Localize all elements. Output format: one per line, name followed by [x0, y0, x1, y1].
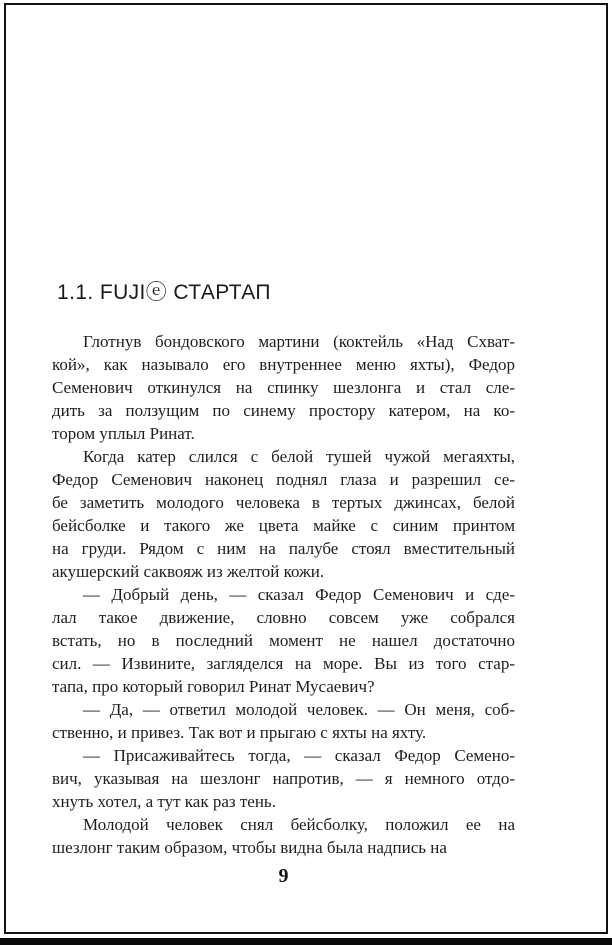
text-line: Молодой человек снял бейсболку, положил ее на — [83, 815, 515, 834]
text-line: бе заметить молодого человека в тертых джинсах, белой — [52, 493, 515, 512]
text-line: — Да, — ответил молодой человек. — Он меня, соб- — [83, 700, 515, 719]
text-line: на груди. Рядом с ним на палубе стоял вместительный — [52, 539, 515, 558]
text-line: сил. — Извините, загляделся на море. Вы из того стар- — [52, 654, 515, 673]
text-line: хнуть хотел, а тут как раз тень. — [52, 792, 276, 811]
chapter-title: 1.1. FUJIⓔ СТАРТАП — [57, 281, 271, 304]
page-number: 9 — [278, 865, 289, 887]
text-line: ственно, и привез. Так вот и прыгаю с яхты на яхту. — [52, 723, 427, 742]
text-line: — Присаживайтесь тогда, — сказал Федор Семено- — [83, 746, 515, 765]
bottom-edge-bar — [0, 938, 612, 945]
text-line: Глотнув бондовского мартини (коктейль «Над Схват- — [83, 332, 515, 351]
text-line: бейсболке и такого же цвета майке с синим принтом — [52, 516, 515, 535]
text-line: — Добрый день, — сказал Федор Семенович и сде- — [83, 585, 515, 604]
body-text — [52, 330, 515, 859]
text-line: Семенович откинулся на спинку шезлонга и стал сле- — [52, 378, 515, 397]
text-line: тапа, про который говорил Ринат Мусаевич? — [52, 677, 375, 696]
text-line: кой», как называло его внутреннее меню яхты), Федор — [52, 355, 515, 374]
text-line: Федор Семенович наконец поднял глаза и разрешил се- — [52, 470, 515, 489]
text-line: лал такое движение, словно совсем уже собрался — [52, 608, 515, 627]
text-line: встать, но в последний момент не нашел достаточно — [52, 631, 515, 650]
text-line: шезлонг таким образом, чтобы видна была надпись на — [52, 838, 447, 857]
text-line: Когда катер слился с белой тушей чужой мегаяхты, — [83, 447, 515, 466]
text-line: вич, указывая на шезлонг напротив, — я немного отдо- — [52, 769, 515, 788]
text-line: акушерский саквояж из желтой кожи. — [52, 562, 325, 581]
text-line: тором уплыл Ринат. — [52, 424, 195, 443]
text-line: дить за ползущим по синему простору катером, на ко- — [52, 401, 515, 420]
